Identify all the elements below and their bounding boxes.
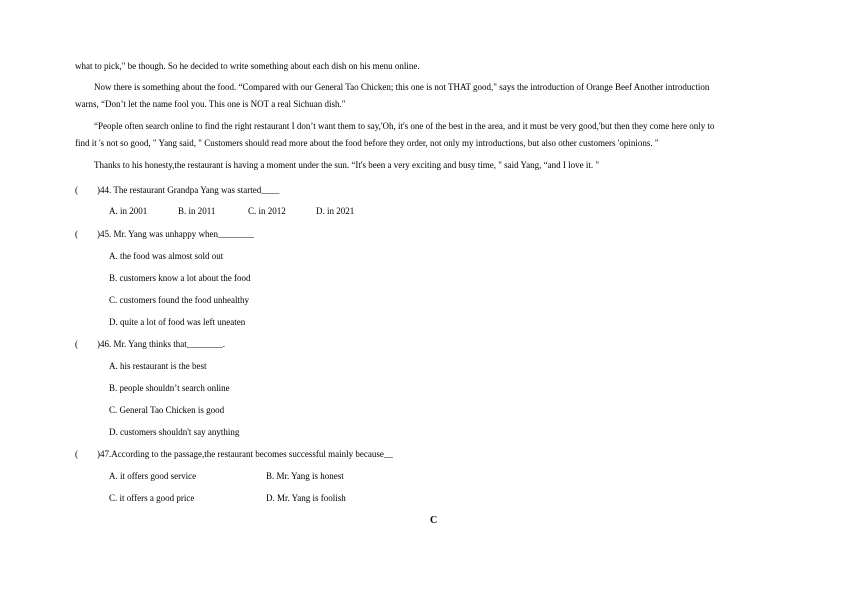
question-option: B. customers know a lot about the food: [109, 273, 251, 283]
question-option: D. in 2021: [316, 206, 355, 216]
question-option: C. in 2012: [248, 206, 286, 216]
question-option: C. General Tao Chicken is good: [109, 405, 225, 415]
passage-paragraph-line: warns, “Don’t let the name fool you. This one is NOT a real Sichuan dish.": [75, 99, 346, 109]
question-stem: )45. Mr. Yang was unhappy when________: [97, 229, 254, 239]
question-option: D. quite a lot of food was left uneaten: [109, 317, 246, 327]
question-option: A. his restaurant is the best: [109, 361, 207, 371]
question-paren: (: [75, 185, 78, 195]
question-option: A. it offers good service: [109, 471, 197, 481]
question-option: A. in 2001: [109, 206, 148, 216]
passage-line: what to pick," be though. So he decided to write something about each dish on his menu online.: [75, 61, 420, 71]
question-stem: )44. The restaurant Grandpa Yang was started____: [97, 185, 280, 195]
question-option: D. Mr. Yang is foolish: [266, 493, 346, 503]
question-option: D. customers shouldn't say anything: [109, 427, 240, 437]
question-option: B. people shouldn’t search online: [109, 383, 230, 393]
passage-paragraph-line: find it 's not so good, " Yang said, " Customers should read more about the food before they order, not only my introductions, but also other customers 'opinions. ": [75, 138, 659, 148]
question-stem: )46. Mr. Yang thinks that________.: [97, 339, 226, 349]
passage-paragraph-line: Thanks to his honesty,the restaurant is having a moment under the sun. “It's been a very exciting and busy time, " said Yang, “and I love it. ": [94, 160, 600, 170]
section-heading: C: [430, 515, 438, 526]
passage-paragraph-line: “People often search online to find the right restaurant I don’t want them to say,'Oh, it's one of the best in the area, and it must be very good,'but then they come here only to: [94, 121, 715, 131]
question-stem: )47.According to the passage,the restaurant becomes successful mainly because__: [97, 449, 393, 459]
question-option: B. Mr. Yang is honest: [266, 471, 344, 481]
question-option: A. the food was almost sold out: [109, 251, 224, 261]
question-paren: (: [75, 229, 78, 239]
question-option: C. it offers a good price: [109, 493, 195, 503]
question-option: C. customers found the food unhealthy: [109, 295, 249, 305]
passage-paragraph-line: Now there is something about the food. “Compared with our General Tao Chicken; this one is not THAT good," says the introduction of Orange Beef Another introduction: [94, 82, 710, 92]
question-option: B. in 2011: [178, 206, 216, 216]
question-paren: (: [75, 449, 78, 459]
question-paren: (: [75, 339, 78, 349]
